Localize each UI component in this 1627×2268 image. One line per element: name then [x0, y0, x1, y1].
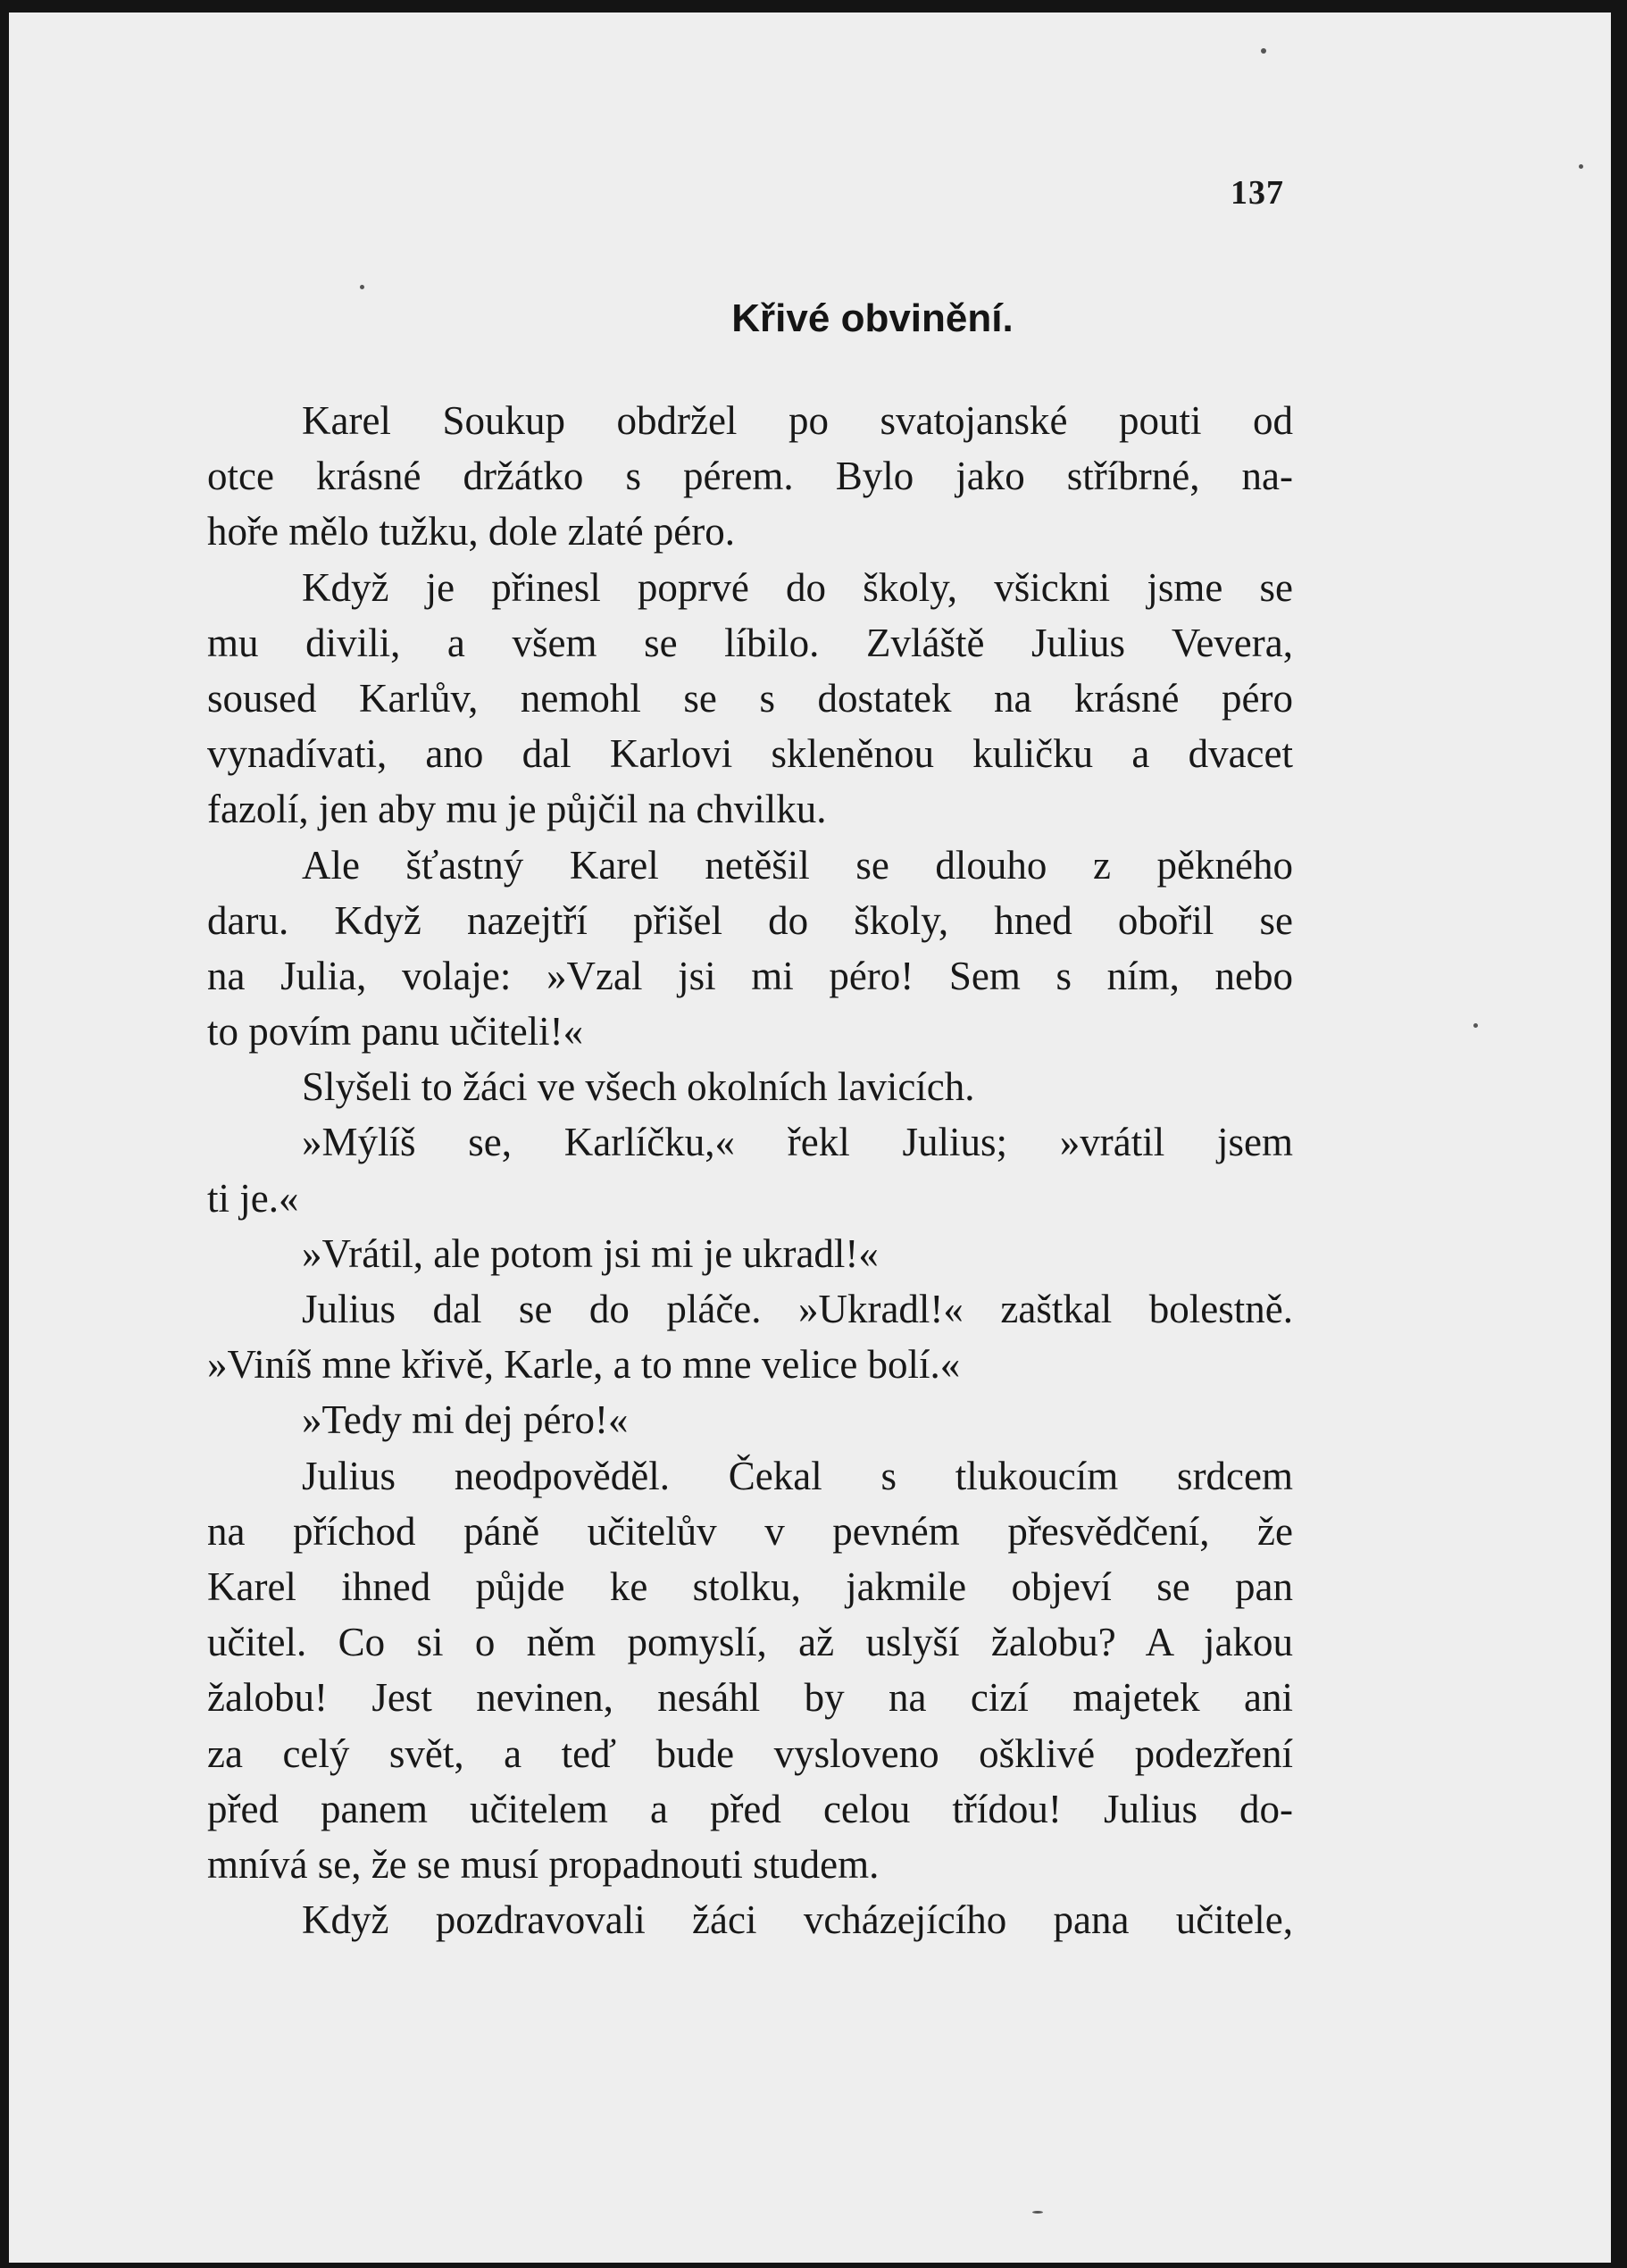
page-number: 137 — [1231, 174, 1284, 212]
text-line: vynadívati, ano dal Karlovi skleněnou kuličku a dvacet — [207, 731, 1293, 777]
text-line: ti je.« — [207, 1175, 299, 1221]
text-line: »Tedy mi dej péro!« — [302, 1397, 629, 1443]
text-line: Když pozdravovali žáci vcházejícího pana učitele, — [302, 1897, 1293, 1943]
paper-speck — [1579, 164, 1583, 169]
text-line: Julius neodpověděl. Čekal s tlukoucím srdcem — [302, 1453, 1293, 1498]
text-line: »Viníš mne křivě, Karle, a to mne velice bolí.« — [207, 1342, 961, 1388]
chapter-title: Křivé obvinění. — [731, 296, 1014, 340]
text-line: soused Karlův, nemohl se s dostatek na krásné péro — [207, 675, 1293, 721]
text-line: »Mýlíš se, Karlíčku,« řekl Julius; »vrátil jsem — [302, 1120, 1293, 1165]
text-line: mu divili, a všem se líbilo. Zvláště Julius Vevera, — [207, 620, 1293, 665]
text-line: mnívá se, že se musí propadnouti studem. — [207, 1841, 880, 1887]
text-line: na Julia, volaje: »Vzal jsi mi péro! Sem s ním, nebo — [207, 953, 1293, 998]
book-page — [9, 13, 1611, 2263]
text-line: Karel ihned půjde ke stolku, jakmile objeví se pan — [207, 1563, 1293, 1609]
text-line: fazolí, jen aby mu je půjčil na chvilku. — [207, 787, 827, 832]
paper-speck — [1032, 2211, 1043, 2214]
text-line: na příchod páně učitelův v pevném přesvědčení, že — [207, 1508, 1293, 1554]
text-line: před panem učitelem a před celou třídou! Julius do- — [207, 1786, 1293, 1831]
text-line: Julius dal se do pláče. »Ukradl!« zaštkal bolestně. — [302, 1287, 1293, 1331]
text-line: Slyšeli to žáci ve všech okolních lavicích. — [302, 1064, 975, 1110]
text-line: Karel Soukup obdržel po svatojanské pouti od — [302, 398, 1293, 443]
text-line: to povím panu učiteli!« — [207, 1009, 584, 1055]
text-line: otce krásné držátko s pérem. Bylo jako stříbrné, na- — [207, 454, 1293, 499]
text-line: Když je přinesl poprvé do školy, všickni jsme se — [302, 564, 1293, 610]
text-line: daru. Když nazejtří přišel do školy, hned obořil se — [207, 897, 1293, 943]
text-line: hoře mělo tužku, dole zlaté péro. — [207, 509, 736, 554]
text-line: žalobu! Jest nevinen, nesáhl by na cizí majetek ani — [207, 1675, 1293, 1721]
text-line: učitel. Co si o něm pomyslí, až uslyší žalobu? A jakou — [207, 1620, 1293, 1665]
body-text — [207, 393, 1293, 1947]
text-line: za celý svět, a teď bude vysloveno ošklivé podezření — [207, 1730, 1293, 1776]
paper-speck — [1473, 1023, 1478, 1028]
text-line: »Vrátil, ale potom jsi mi je ukradl!« — [302, 1230, 879, 1276]
paper-speck — [1261, 48, 1266, 54]
paper-speck — [360, 285, 364, 289]
text-line: Ale šťastný Karel netěšil se dlouho z pěkného — [302, 842, 1293, 888]
